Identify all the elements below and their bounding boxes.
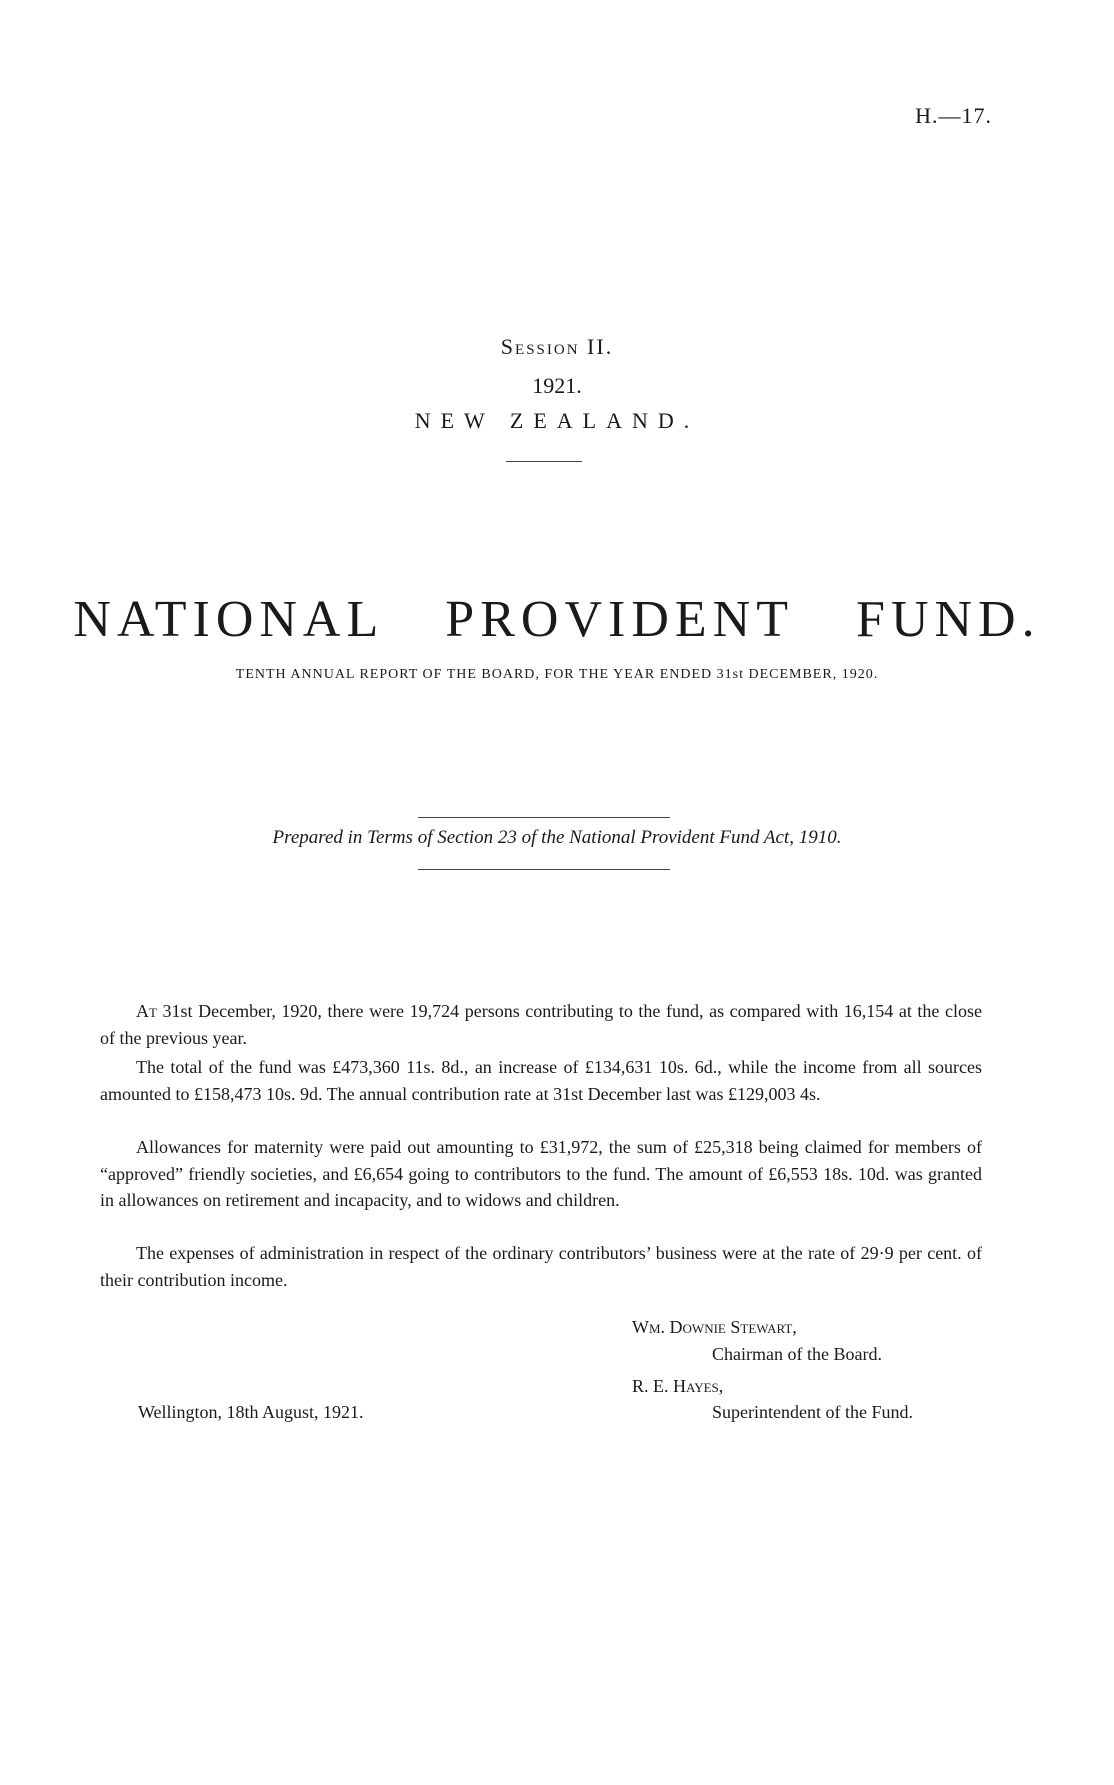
divider (506, 461, 582, 462)
chairman-name: Wm. Downie Stewart, (632, 1317, 797, 1337)
report-paragraph: The total of the fund was £473,360 11s. 8d., an increase of £134,631 10s. 6d., while the income from all sources amounted to £158,473 10s. 9d. The annual contribution rate at 31st December last was £129,003 4s. (100, 1057, 982, 1104)
report-paragraph: The expenses of administration in respect of the ordinary contributors’ business were at the rate of 29·9 per cent. of their contribution income. (100, 1243, 982, 1290)
superintendent-name: R. E. Hayes, (632, 1376, 724, 1396)
page-subtitle: TENTH ANNUAL REPORT OF THE BOARD, FOR THE YEAR ENDED 31st DECEMBER, 1920. (235, 667, 879, 682)
report-paragraph (100, 998, 982, 1051)
session-year: 1921. (532, 373, 582, 398)
report-paragraph: Allowances for maternity were paid out amounting to £31,972, the sum of £25,318 being claimed for members of “approved” friendly societies, and £6,654 going to contributors to the fund. The amount of £6,553 18s. 10d. was granted in allowances on retirement and incapacity, and to widows and children. (100, 1137, 982, 1210)
prepared-statement: Prepared in Terms of Section 23 of the National Provident Fund Act, 1910. (272, 827, 842, 848)
document-reference: H.—17. (915, 103, 992, 128)
page-title: NATIONAL PROVIDENT FUND. (73, 591, 1041, 648)
place-date: Wellington, 18th August, 1921. (138, 1402, 364, 1422)
divider (418, 869, 670, 870)
divider (418, 817, 670, 818)
session-label: Session II. (500, 334, 614, 359)
country-heading: NEW ZEALAND. (414, 408, 700, 433)
paragraph-text: 31st December, 1920, there were 19,724 persons contributing to the fund, as compared with 16,154 at the close of the previous year. (100, 1001, 982, 1048)
chairman-title: Chairman of the Board. (712, 1344, 882, 1364)
paragraph-lead: At (136, 1001, 157, 1021)
superintendent-title: Superintendent of the Fund. (712, 1402, 913, 1422)
